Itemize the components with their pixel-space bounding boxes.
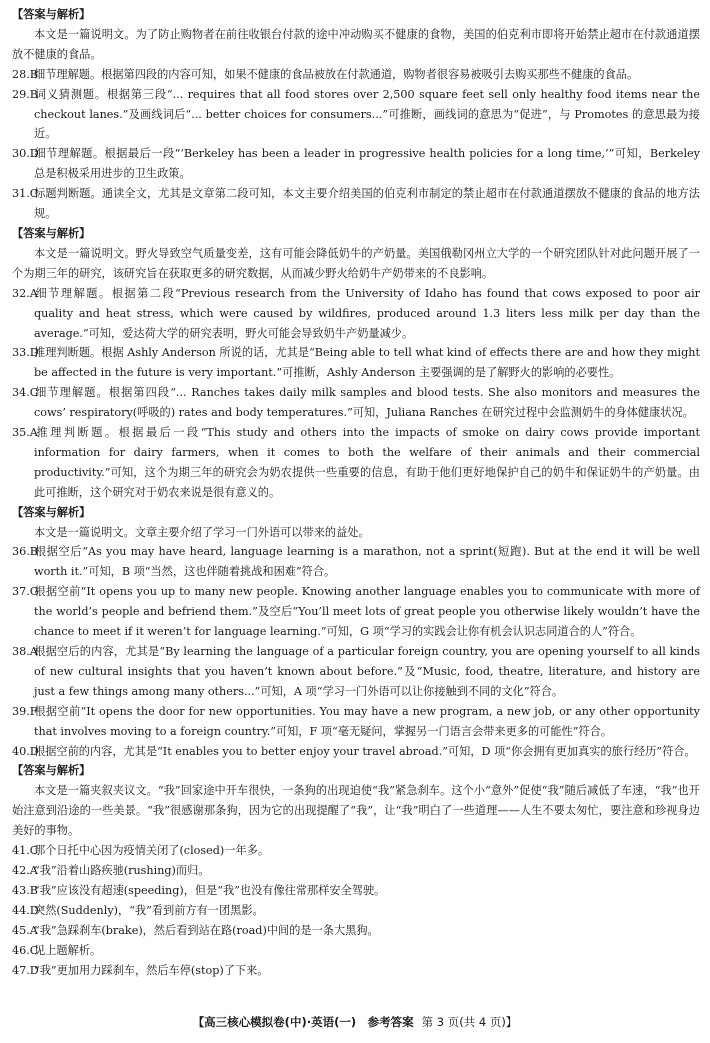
answer-item <box>12 144 700 184</box>
answer-text: 根据空前的内容，尤其是“It enables you to better enjoy your travel abroad.”可知，D 项“你会拥有更加真实的旅行经历”符合。 <box>34 744 696 758</box>
section-4 <box>12 761 700 980</box>
answer-item <box>12 184 700 224</box>
answer-item <box>12 383 700 423</box>
answer-item <box>12 841 700 861</box>
section-heading: 【答案与解析】 <box>12 226 91 240</box>
answer-text: 那个日托中心因为疫情关闭了(closed)一年多。 <box>34 844 270 858</box>
answer-item <box>12 85 700 145</box>
answer-item <box>12 742 700 762</box>
answer-item <box>12 343 700 383</box>
answer-text: 标题判断题。通读全文，尤其是文章第二段可知，本文主要介绍美国的伯克利市制定的禁止超市在付款通道摆放不健康的食品的地方法规。 <box>34 187 700 221</box>
answer-text: 细节理解题。根据第四段的内容可知，如果不健康的食品被放在付款通道，购物者很容易被吸引去购买那些不健康的食品。 <box>34 67 639 81</box>
answer-item <box>12 65 700 85</box>
answer-text: 细节理解题。根据第二段“Previous research from the University of Idaho has found that cows exposed to poor air quality and heat stress, which were caused by wildfires, produced around 1.3 liters less milk per day than the average.”可知，爱达荷大学的研究表明，野火可能会导致奶牛产奶量减少。 <box>34 286 700 340</box>
answer-text: 根据空前“It opens you up to many new people. Knowing another language enables you to communicate with more of the world’s people and befriend them.”及空后“You’ll meet lots of great people you otherwise likely wouldn’t have the chance to meet if it weren’t for language learning.”可知，G 项“学习的实践会让你有机会认识志同道合的人”符合。 <box>34 585 700 639</box>
section-1 <box>12 5 700 224</box>
answer-text: 根据空前“It opens the door for new opportunities. You may have a new program, a new job, or any other opportunity that involves moving to a foreign country.”可知，F 项“毫无疑问，掌握另一门语言会带来更多的可能性”符合。 <box>34 704 700 738</box>
answer-number: 38.A <box>12 645 38 658</box>
answer-text: 细节理解题。根据第四段“... Ranches takes daily milk samples and blood tests. She also monitors and measures the cows’ respiratory(呼吸的) rates and body temperatures.”可知，Juliana Ranches 在研究过程中会监测奶牛的身体健康状况。 <box>34 386 700 420</box>
answer-number: 47.D <box>12 963 39 977</box>
answer-item <box>12 702 700 742</box>
answer-text: “我”更加用力踩刹车，然后车停(stop)了下来。 <box>34 963 269 977</box>
answer-number: 28.B <box>12 67 39 81</box>
answer-text: “我”应该没有超速(speeding)，但是“我”也没有像往常那样安全驾驶。 <box>34 883 386 897</box>
answer-item <box>12 284 700 344</box>
answer-item <box>12 582 700 642</box>
answer-number: 44.D <box>12 903 39 917</box>
answer-number: 36.B <box>12 545 39 559</box>
answer-text: 词义猜测题。根据第三段“... requires that all food stores over 2,500 square feet sell only healthy food items near the checkout lanes.”及画线词后“... better choices for consumers...”可推断，画线词的意思为“促进”，与 Promotes 的意思最为接近。 <box>34 87 700 141</box>
answer-item <box>12 901 700 921</box>
answer-item <box>12 861 700 881</box>
answer-text: 推理判断题。根据 Ashly Anderson 所说的话，尤其是“Being able to tell what kind of effects there are and how they might be affected in the future is very important.”可推断，Ashly Anderson 主要强调的是了解野火的影响的必要性。 <box>34 346 700 380</box>
answer-item <box>12 423 700 503</box>
section-intro: 本文是一篇说明文。野火导致空气质量变差，这有可能会降低奶牛的产奶量。美国俄勒冈州立大学的一个研究团队针对此问题开展了一个为期三年的研究，该研究旨在获取更多的研究数据，从而减少野火给奶牛产奶带来的不良影响。 <box>12 246 700 280</box>
answer-number: 34.C <box>12 386 39 400</box>
answer-text: 根据空后“As you may have heard, language learning is a marathon, not a sprint(短跑). But at the end it will be well worth it.”可知，B 项“当然，这也伴随着挑战和困难”符合。 <box>34 545 700 579</box>
answer-number: 30.D <box>12 147 39 161</box>
answer-number: 39.F <box>12 704 38 718</box>
answer-number: 40.D <box>12 744 39 758</box>
section-heading: 【答案与解析】 <box>12 505 91 519</box>
answer-number: 29.B <box>12 87 39 101</box>
page-number: 第 3 页(共 4 页)】 <box>421 1015 518 1029</box>
section-intro: 本文是一篇夹叙夹议文。“我”回家途中开车很快，一条狗的出现迫使“我”紧急刹车。这个小“意外”促使“我”随后减低了车速，“我”也开始注意到沿途的一些美景。“我”很感谢那条狗，因为它的出现提醒了“我”，让“我”明白了一些道理——人生不要太匆忙，要注意和珍视身边美好的事物。 <box>12 784 700 838</box>
answer-item <box>12 921 700 941</box>
answer-item <box>12 941 700 961</box>
answer-number: 41.C <box>12 844 39 858</box>
answer-number: 32.A <box>12 286 38 300</box>
page-footer <box>0 1014 710 1030</box>
answer-text: 推理判断题。根据最后一段“This study and others into the impacts of smoke on dairy cows provide important information for dairy farmers, when it comes to both the welfare of their animals and their commercial productivity.”可知，这个为期三年的研究会为奶农提供一些重要的信息，有助于他们更好地保护自己的奶牛和保证奶牛的产奶量。由此可推断，这个研究对于奶农来说是很有意义的。 <box>34 426 700 499</box>
answer-number: 35.A <box>12 426 38 440</box>
answer-item <box>12 642 700 702</box>
answer-text: “我”沿着山路疾驰(rushing)而归。 <box>34 863 210 877</box>
answer-number: 31.C <box>12 187 39 201</box>
section-3 <box>12 503 700 762</box>
section-2 <box>12 224 700 503</box>
answer-text: 突然(Suddenly)，“我”看到前方有一团黑影。 <box>34 903 264 917</box>
section-intro: 本文是一篇说明文。文章主要介绍了学习一门外语可以带来的益处。 <box>34 525 370 539</box>
footer-title: 【高三核心模拟卷(中)·英语(一) 参考答案 <box>192 1015 414 1029</box>
answer-item <box>12 881 700 901</box>
answer-text: 见上题解析。 <box>34 943 102 957</box>
answer-number: 33.D <box>12 346 39 360</box>
answer-number: 45.A <box>12 923 38 937</box>
answer-number: 46.C <box>12 943 39 957</box>
section-heading: 【答案与解析】 <box>12 764 91 778</box>
answer-number: 37.G <box>12 585 39 599</box>
answer-item <box>12 961 700 981</box>
answer-text: 根据空后的内容，尤其是“By learning the language of a particular foreign country, you are opening yourself to all kinds of new cultural insights that you haven’t known about before.”及“Music, food, theatre, literature, and history are just a few things among many others...”可知，A 项“学习一门外语可以让你接触到不同的文化”符合。 <box>34 645 700 698</box>
answer-page <box>12 5 700 980</box>
section-intro: 本文是一篇说明文。为了防止购物者在前往收银台付款的途中冲动购买不健康的食物，美国的伯克利市即将开始禁止超市在付款通道摆放不健康的食品。 <box>12 27 700 61</box>
answer-item <box>12 542 700 582</box>
section-heading: 【答案与解析】 <box>12 8 91 21</box>
answer-text: 细节理解题。根据最后一段“‘Berkeley has been a leader in progressive health policies for a long time,’”可知，Berkeley 总是积极采用进步的卫生政策。 <box>34 147 700 181</box>
answer-text: “我”急踩刹车(brake)，然后看到站在路(road)中间的是一条大黑狗。 <box>34 923 379 937</box>
answer-number: 42.A <box>12 863 38 877</box>
answer-number: 43.B <box>12 883 39 897</box>
